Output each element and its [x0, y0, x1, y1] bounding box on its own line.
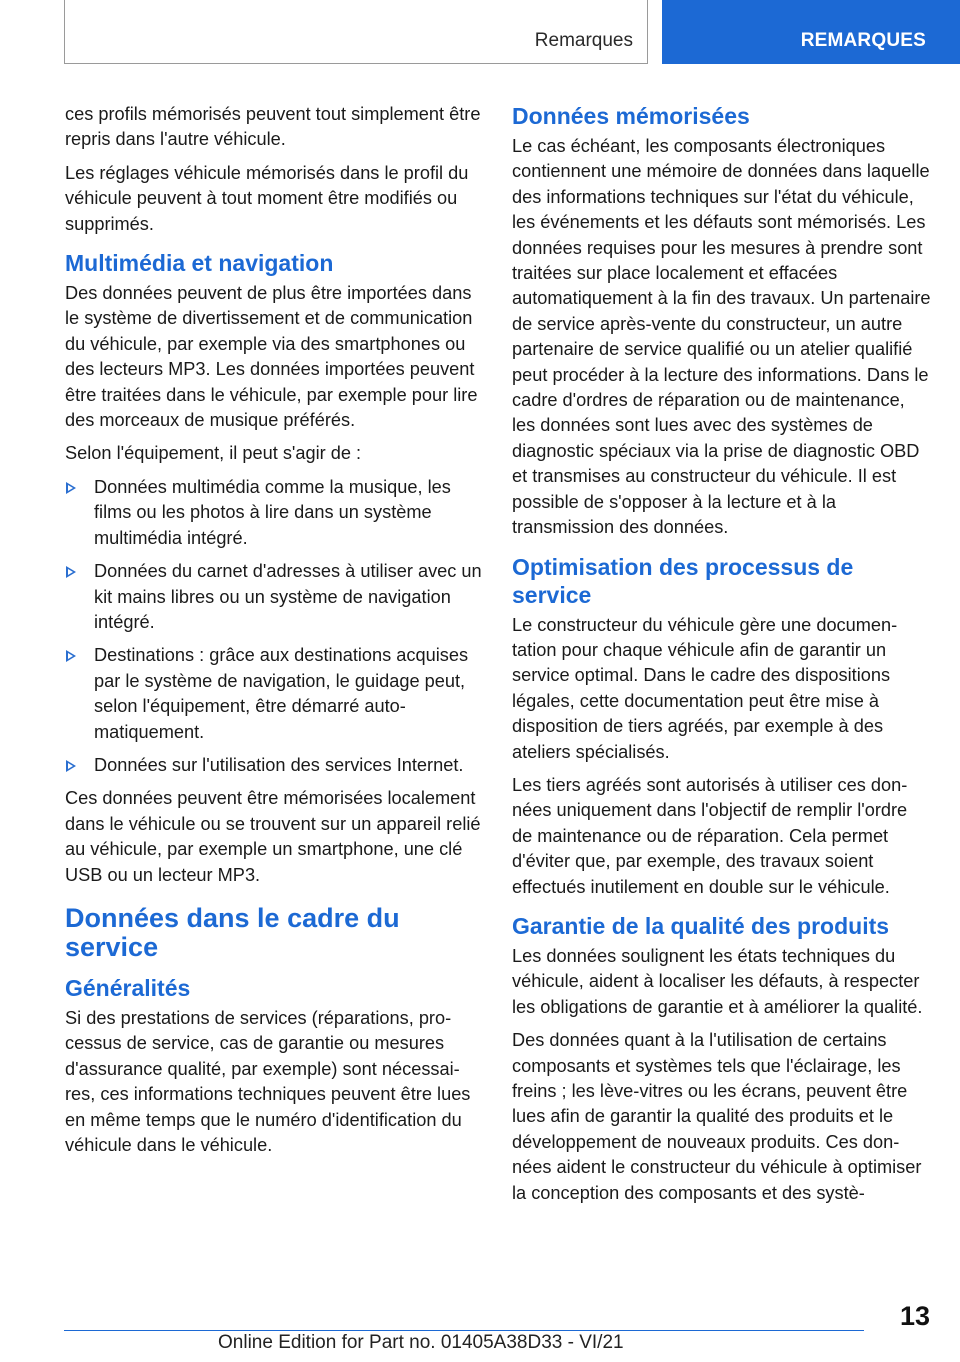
footer-edition-text: Online Edition for Part no. 01405A38D33 - VI/21	[218, 1332, 624, 1353]
list-item	[65, 475, 483, 551]
paragraph: Le cas échéant, les composants électroniques contiennent une mémoire de données dans laquelle des informations techniques sur l'état du véhicule, les événements et les défauts sont mémorisés. Les données requises pour les mesures à prendre sont traitées sur place localement et effacées automatiquement à la fin des travaux. Un partenaire de service après-vente du constructeur, un autre partenaire de service qualifié ou un atelier qualifié peut procéder à la lecture des informations. Dans le cadre d'ordres de réparation ou de maintenance, les données sont lues avec des systèmes de diagnostic spéciaux via la prise de diagnostic OBD et transmises au constructeur du véhicule. Il est possible de s'opposer à la lecture et à la transmission des données.	[512, 136, 931, 538]
header-section-title: Remarques	[534, 30, 633, 51]
heading-stored-data: Données mémorisées	[512, 103, 750, 129]
list-item	[65, 753, 483, 778]
heading-service-data: Données dans le cadre du service	[65, 902, 400, 962]
list-item-text: Données multimédia comme la musique, les films ou les photos à lire dans un système multimédia intégré.	[94, 476, 451, 548]
header-chapter-label: REMARQUES	[800, 30, 926, 51]
triangle-bullet-icon	[66, 482, 76, 494]
paragraph: Les tiers agréés sont autorisés à utiliser ces données uniquement dans l'objectif de remplir l'ordre de maintenance ou de réparation. Cela permet d'éviter que, par exemple, des travaux soient effectués inutilement en double sur le véhicule.	[512, 774, 908, 897]
triangle-bullet-icon	[66, 566, 76, 578]
bullet-list	[65, 475, 483, 778]
page-number: 13	[899, 1301, 930, 1331]
paragraph: Le constructeur du véhicule gère une documentation pour chaque véhicule afin de garantir un service optimal. Dans le cadre des dispositions légales, cette documentation peut être mise à disposition de tiers agréés, par exemple à des ateliers spécialisés.	[512, 614, 898, 762]
heading-multimedia-navigation: Multimédia et navigation	[65, 250, 334, 277]
paragraph: Ces données peuvent être mémorisées localement dans le véhicule ou se trouvent sur un appareil relié au véhicule, par exemple un smartphone, une clé USB ou un lecteur MP3.	[65, 788, 481, 885]
left-column	[65, 102, 483, 1166]
list-item-text: Données du carnet d'adresses à utiliser avec un kit mains libres ou un système de navigation intégré.	[94, 561, 482, 632]
list-item	[65, 559, 483, 635]
list-item	[65, 643, 483, 745]
paragraph: Les réglages véhicule mémorisés dans le profil du véhicule peuvent à tout moment être modifiés ou supprimés.	[65, 162, 469, 234]
paragraph: Les données soulignent les états techniques du véhicule, aident à localiser les défauts, à respecter les obligations de garantie et à améliorer la qualité.	[512, 945, 923, 1017]
heading-service-optimisation: Optimisation des processus de service	[512, 553, 854, 608]
triangle-bullet-icon	[66, 760, 76, 772]
paragraph: Des données peuvent de plus être importées dans le système de divertissement et de communication du véhicule, par exemple via des smartphones ou des lecteurs MP3. Les données importées peuvent être traitées dans le véhicule, par exemple pour lire des morceaux de musique préférés.	[65, 283, 478, 431]
header-chapter-tab[interactable]	[662, 0, 960, 64]
footer-divider	[64, 1330, 864, 1331]
right-column	[512, 102, 932, 1214]
paragraph: Selon l'équipement, il peut s'agir de :	[65, 443, 362, 464]
heading-generalites: Généralités	[65, 974, 191, 1001]
paragraph: ces profils mémorisés peuvent tout simplement être repris dans l'autre véhicule.	[65, 104, 481, 150]
list-item-text: Données sur l'utilisation des services Internet.	[94, 754, 464, 775]
paragraph: Si des prestations de services (réparations, processus de service, cas de garantie ou mesures d'assurance qualité, par exemple) sont nécessaires, ces informations techniques peuvent être lues en même temps que le numéro d'identification du véhicule dans le véhicule.	[65, 1007, 471, 1155]
triangle-bullet-icon	[66, 650, 76, 662]
paragraph: Des données quant à la l'utilisation de certains composants et systèmes tels que l'éclairage, les freins ; les lève-vitres ou les écrans, peuvent être lues afin de garantir la qualité des produits et le développement de nouveaux produits. Ces données aident le constructeur du véhicule à optimiser la conception des composants et des systè-	[512, 1030, 922, 1203]
header-section-box	[64, 0, 648, 64]
list-item-text: Destinations : grâce aux destinations acquises par le système de navigation, le guidage peut, selon l'équipement, être démarré automatiquement.	[94, 645, 469, 742]
heading-quality-assurance: Garantie de la qualité des produits	[512, 912, 890, 939]
